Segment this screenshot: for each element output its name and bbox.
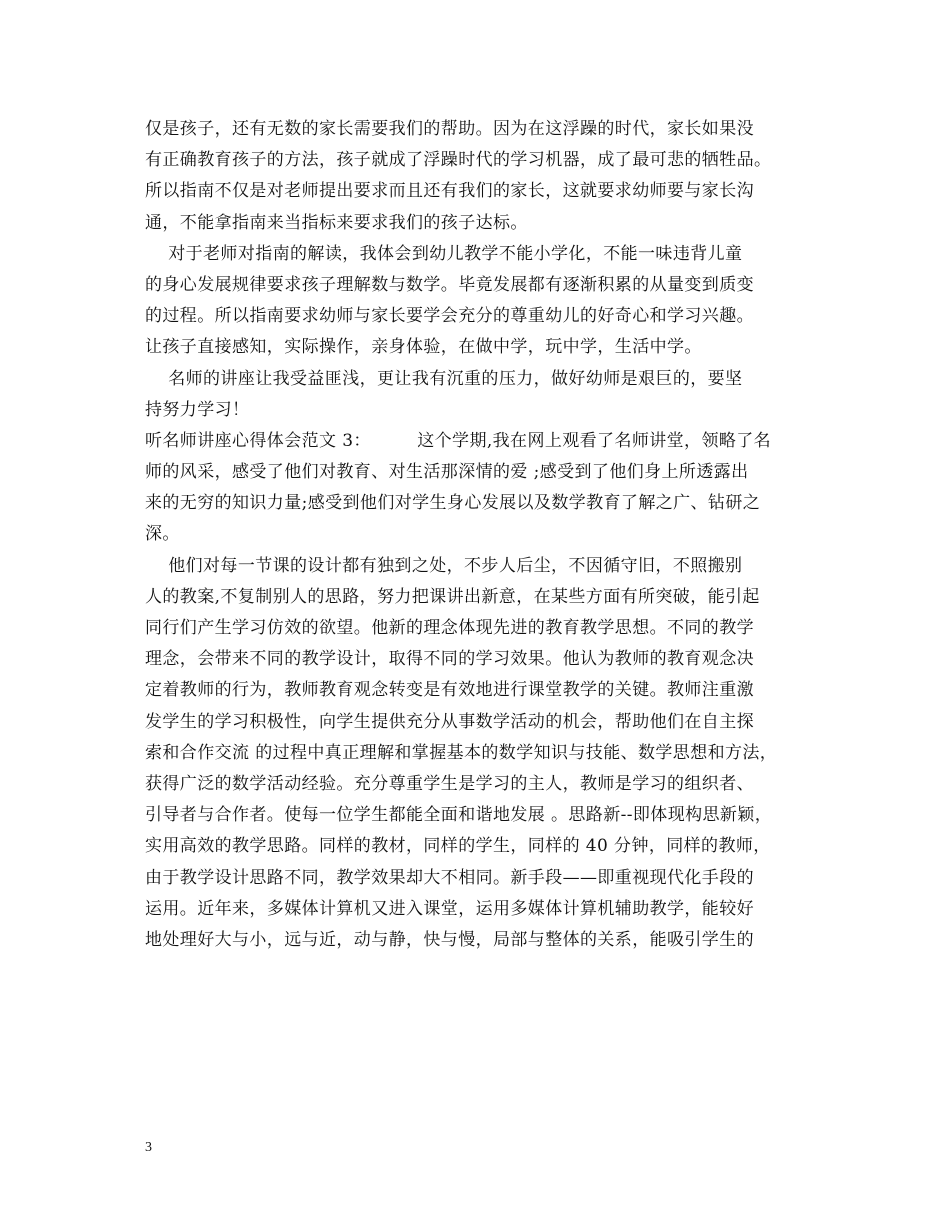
text-line: 来的无穷的知识力量;感受到他们对学生身心发展以及数学教育了解之广、钻研之 [145, 493, 761, 514]
text-line: 定着教师的行为，教师教育观念转变是有效地进行课堂教学的关键。教师注重激 [145, 680, 754, 701]
text-line: 同行们产生学习仿效的欲望。他新的理念体现先进的教育教学思想。不同的教学 [145, 618, 754, 638]
text-line: 持努力学习！ [145, 399, 250, 420]
page-number: 3 [145, 1140, 152, 1155]
text-line: 的过程。所以指南要求幼师与家长要学会充分的尊重幼儿的好奇心和学习兴趣。 [145, 306, 754, 327]
text-line: 人的教案,不复制别人的思路，努力把课讲出新意，在某些方面有所突破，能引起 [145, 586, 760, 607]
body-text [145, 114, 815, 956]
text-line: 理念，会带来不同的教学设计，取得不同的学习效果。他认为教师的教育观念决 [145, 649, 754, 670]
text-line: 深。 [145, 524, 180, 545]
text-line: 地处理好大与小，远与近，动与静，快与慢，局部与整体的关系，能吸引学生的 [145, 929, 754, 950]
text-line: 对于老师对指南的解读，我体会到幼儿教学不能小学化，不能一味违背儿童 [145, 243, 743, 264]
text-line: 让孩子直接感知，实际操作，亲身体验，在做中学，玩中学，生活中学。 [145, 337, 702, 358]
text-line: 所以指南不仅是对老师提出要求而且还有我们的家长，这就要求幼师要与家长沟 [145, 181, 754, 202]
text-line: 获得广泛的数学活动经验。充分尊重学生是学习的主人，教师是学习的组织者、 [145, 773, 754, 794]
text-line: 他们对每一节课的设计都有独到之处，不步人后尘，不因循守旧，不照搬别 [145, 555, 743, 576]
text-line: 发学生的学习积极性，向学生提供充分从事数学活动的机会，帮助他们在自主探 [145, 711, 754, 732]
text-line: 引导者与合作者。使每一位学生都能全面和谐地发展 。思路新--即体现构思新颖， [145, 805, 773, 826]
text-line: 由于教学设计思路不同，教学效果却大不相同。新手段——即重视现代化手段的 [145, 867, 754, 888]
text-line: 师的风采，感受了他们对教育、对生活那深情的爱 ;感受到了他们身上所透露出 [145, 462, 749, 483]
text-line: 运用。近年来，多媒体计算机又进入课堂，运用多媒体计算机辅助教学，能较好 [145, 898, 754, 919]
text-line: 实用高效的教学思路。同样的教材，同样的学生，同样的 40 分钟，同样的教师， [145, 836, 771, 857]
text-line: 的身心发展规律要求孩子理解数与数学。毕竟发展都有逐渐积累的从量变到质变 [145, 274, 754, 295]
text-line: 有正确教育孩子的方法，孩子就成了浮躁时代的学习机器，成了最可悲的牺牲品。 [145, 150, 772, 171]
text-line: 听名师讲座心得体会范文 3： 这个学期,我在网上观看了名师讲堂，领略了名 [145, 430, 772, 451]
text-line: 仅是孩子，还有无数的家长需要我们的帮助。因为在这浮躁的时代，家长如果没 [145, 119, 754, 139]
text-line: 索和合作交流 的过程中真正理解和掌握基本的数学知识与技能、数学思想和方法， [145, 742, 778, 763]
text-line: 名师的讲座让我受益匪浅，更让我有沉重的压力，做好幼师是艰巨的，要坚 [145, 368, 743, 389]
text-line: 通，不能拿指南来当指标来要求我们的孩子达标。 [145, 212, 528, 233]
